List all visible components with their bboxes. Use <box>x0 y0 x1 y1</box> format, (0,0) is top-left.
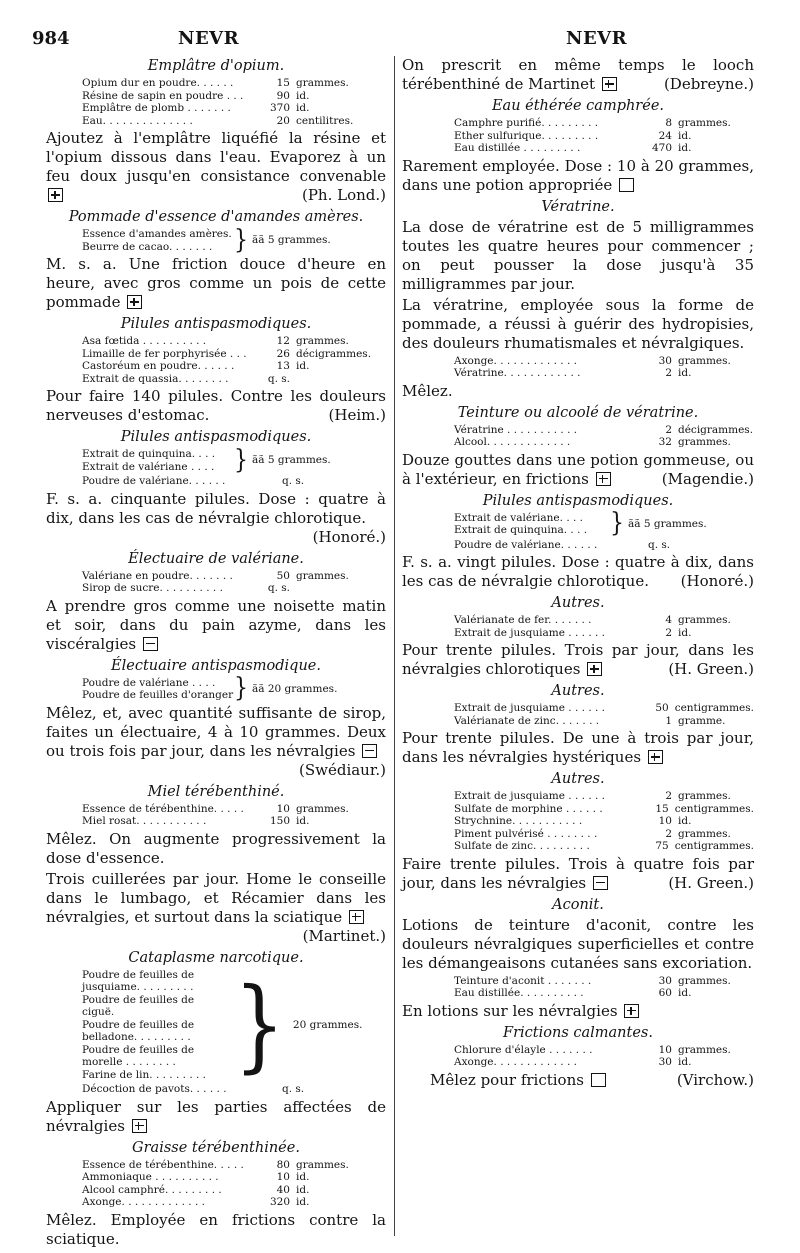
ingredient-name: Beurre de cacao. . . . . . . <box>82 240 213 253</box>
ingredient-name: Extrait de jusquiame . . . . . . <box>454 626 606 639</box>
ingredient-name: Alcool camphré. . . . . . . . . <box>82 1183 222 1196</box>
ingredient-qty: 10 <box>658 1043 672 1056</box>
ingredient-qty: 1 <box>665 714 672 727</box>
ingredient-name: Valérianate de fer. . . . . . . <box>454 614 592 626</box>
ingredient-list <box>402 355 754 380</box>
ingredient-row <box>402 1056 754 1069</box>
ingredient-name: Ether sulfurique. . . . . . . . . <box>454 129 599 142</box>
brace-icon: } <box>610 508 624 539</box>
ingredient-unit: id. <box>678 367 692 379</box>
ingredient-qty: 370 <box>269 102 290 114</box>
ingredient-qty: 80 <box>276 1158 290 1171</box>
ingredient-unit: id. <box>678 142 692 154</box>
plus-box-icon <box>349 910 364 924</box>
recipe-title: Pilules antispasmodiques. <box>482 492 674 509</box>
ingredient-row <box>46 90 386 103</box>
recipe-frictions-calmantes <box>402 1025 754 1090</box>
recipe-graisse-terebenthinee <box>46 1140 386 1249</box>
ingredient-qty: 12 <box>276 335 290 347</box>
ingredient-name: Castoréum en poudre. . . . . . <box>82 360 235 372</box>
plus-box-icon <box>132 1119 147 1133</box>
ingredient-qty: 60 <box>658 987 672 999</box>
ingredient-name: Axonge. . . . . . . . . . . . . <box>82 1196 205 1208</box>
ingredient-name: Ammoniaque . . . . . . . . . . <box>82 1171 219 1183</box>
ingredient-list <box>46 570 386 595</box>
recipe-text: Mêlez pour frictions (Virchow.) <box>430 1070 754 1089</box>
left-column <box>46 54 386 1251</box>
empty-box-icon <box>591 1073 606 1087</box>
ingredient-row <box>46 1196 386 1209</box>
recipe-text: Rarement employée. Dose : 10 à 20 grammes, dans une potion appropriée <box>402 156 754 194</box>
recipe-title: Teinture ou alcoolé de vératrine. <box>457 404 699 421</box>
ingredient-unit: id. <box>296 89 310 102</box>
ingredient-unit: id. <box>678 129 692 142</box>
recipe-text: Lotions de teinture d'aconit, contre les douleurs névralgiques superficielles et contre les démangeaisons cutanées sans excoriation. <box>402 915 754 972</box>
plus-box-icon <box>127 295 142 309</box>
ingredient-list <box>402 614 754 639</box>
ingredient-name: Essence d'amandes amères. <box>82 228 232 240</box>
ingredient-row <box>46 348 386 361</box>
recipe-text: Appliquer sur les parties affectées de névralgies <box>46 1097 386 1135</box>
recipe-text: En lotions sur les névralgies <box>402 1002 754 1021</box>
plus-box-icon <box>48 188 63 202</box>
ingredient-qty: 75 <box>655 840 669 852</box>
ingredient-name: Extrait de quassia. . . . . . . . <box>82 372 229 385</box>
ingredient-name: Sulfate de zinc. . . . . . . . . <box>454 840 590 852</box>
ingredient-unit: centilitres. <box>296 114 354 127</box>
ingredient-row <box>402 840 754 853</box>
recipe-title: Pilules antispasmodiques. <box>120 316 312 332</box>
ingredient-qty: 50 <box>276 569 290 582</box>
right-column <box>402 54 754 1092</box>
ingredient-list <box>402 790 754 853</box>
ingredient-row <box>46 77 386 90</box>
ingredient-qty: 30 <box>658 354 672 367</box>
ingredient-qty: 10 <box>276 802 290 815</box>
ingredient-qty: 150 <box>269 815 290 827</box>
ingredient-name: Essence de térébenthine. . . . . <box>82 802 244 815</box>
ingredient-row <box>402 367 754 380</box>
ingredient-list <box>402 975 754 1000</box>
ingredient-name: Eau distillée . . . . . . . . . <box>454 142 581 154</box>
group-qty: ãã 5 grammes. <box>628 517 707 530</box>
ingredient-qty: 26 <box>276 347 290 360</box>
recipe-author: (Virchow.) <box>676 1070 754 1089</box>
recipe-electuaire-antispasmodique <box>46 658 386 780</box>
ingredient-name: Vératrine. . . . . . . . . . . . <box>454 367 581 379</box>
ingredient-name: Emplâtre de plomb . . . . . . . <box>82 102 231 114</box>
ingredient-row <box>46 803 386 816</box>
ingredient-group <box>46 673 386 704</box>
ingredient-name: Poudre de valériane. . . . . . <box>82 475 226 487</box>
ingredient-name: Poudre de feuilles de jusquiame. . . . . . . . . <box>82 968 195 993</box>
recipe-text: Trois cuillerées par jour. Home le conseille dans le lumbago, et Récamier dans les névralgies, et surtout dans la sciatique (Martinet.) <box>46 869 386 945</box>
ingredient-unit: id. <box>678 987 692 999</box>
ingredient-row <box>402 1044 754 1057</box>
recipe-cataplasme-narcotique <box>46 950 386 1136</box>
ingredient-name: Vératrine . . . . . . . . . . . <box>454 423 578 436</box>
ingredient-unit: id. <box>296 360 310 372</box>
recipe-title: Graisse térébenthinée. <box>132 1139 300 1156</box>
ingredient-qty: q. s. <box>267 582 290 594</box>
ingredient-qty: q. s. <box>648 538 671 551</box>
ingredient-unit: grammes. <box>296 335 349 347</box>
ingredient-row <box>402 539 754 552</box>
ingredient-name: Extrait de quinquina. . . . <box>82 448 216 460</box>
ingredient-unit: grammes. <box>296 77 349 89</box>
recipe-miel-terebenthine <box>46 784 386 946</box>
ingredient-qty: 30 <box>658 974 672 987</box>
ingredient-row <box>46 815 386 828</box>
ingredient-unit: grammes. <box>678 614 731 626</box>
ingredient-group <box>46 444 386 475</box>
ingredient-row <box>402 702 754 715</box>
ingredient-qty: 90 <box>276 89 290 102</box>
ingredient-unit: centigrammes. <box>674 702 754 714</box>
recipe-text: Faire trente pilules. Trois à quatre fois par jour, dans les névralgies (H. Green.) <box>402 854 754 892</box>
ingredient-unit: décigrammes. <box>296 347 372 360</box>
recipe-pommade-amandes <box>46 209 386 312</box>
ingredient-unit: grammes. <box>678 354 731 367</box>
ingredient-name: Strychnine. . . . . . . . . . . <box>454 815 583 827</box>
ingredient-qty: 470 <box>651 142 672 154</box>
recipe-author: (Honoré.) <box>312 527 386 546</box>
ingredient-name: Poudre de feuilles de morelle . . . . . . . . <box>82 1043 195 1068</box>
ingredient-unit: grammes. <box>678 436 731 448</box>
ingredient-unit: id. <box>678 626 692 639</box>
plus-box-icon <box>648 750 663 764</box>
ingredient-row <box>46 1171 386 1184</box>
ingredient-name: Limaille de fer porphyrisée . . . <box>82 347 247 360</box>
ingredient-list <box>46 335 386 385</box>
recipe-text: La dose de vératrine est de 5 milligrammes toutes les quatre heures pour commencer ; on peut pousser la dose jusqu'à 35 milligrammes par jour. <box>402 217 754 293</box>
ingredient-qty: 10 <box>276 1171 290 1183</box>
ingredient-unit: centigrammes. <box>674 802 754 815</box>
recipe-text: Mêlez. On augmente progressivement la dose d'essence. <box>46 829 386 867</box>
recipe-text: Pour trente pilules. Trois par jour, dans les névralgies chlorotiques (H. Green.) <box>402 641 754 678</box>
group-qty: ãã 5 grammes. <box>252 454 331 467</box>
ingredient-name: Décoction de pavots. . . . . . <box>82 1083 227 1095</box>
ingredient-name: Miel rosat. . . . . . . . . . . <box>82 815 207 827</box>
recipe-autres-3 <box>402 771 754 893</box>
recipe-pilules-antispasmodiques-3 <box>402 493 754 592</box>
brace-icon: } <box>234 966 285 1083</box>
recipe-title: Eau éthérée camphrée. <box>491 98 665 114</box>
ingredient-unit: id. <box>296 1171 310 1183</box>
recipe-text: Mêlez, et, avec quantité suffisante de sirop, faites un électuaire, 4 à 10 grammes. Deux ou trois fois par jour, dans les névralgies (Swédiaur.) <box>46 703 386 779</box>
running-head-right: NEVR <box>566 28 628 49</box>
ingredient-row <box>402 715 754 728</box>
ingredient-row <box>46 582 386 595</box>
ingredient-qty: q. s. <box>267 372 290 385</box>
brace-icon: } <box>234 673 248 704</box>
ingredient-list <box>46 803 386 828</box>
ingredient-qty: 2 <box>665 423 672 436</box>
ingredient-row <box>402 790 754 803</box>
recipe-title: Miel térébenthiné. <box>147 783 285 800</box>
recipe-text: F. s. a. cinquante pilules. Dose : quatre à dix, dans les cas de névralgie chlorotique. (Honoré.) <box>46 489 386 546</box>
ingredient-list <box>46 1159 386 1209</box>
recipe-author: (Ph. Lond.) <box>301 186 386 204</box>
ingredient-qty: 50 <box>655 702 669 714</box>
ingredient-qty: 24 <box>658 129 672 142</box>
recipe-aconit <box>402 897 754 1021</box>
ingredient-unit: id. <box>296 815 310 827</box>
ingredient-row <box>46 115 386 128</box>
ingredient-name: Axonge. . . . . . . . . . . . . <box>454 1056 577 1068</box>
brace-icon: } <box>234 444 248 475</box>
empty-box-icon <box>619 178 634 192</box>
ingredient-row <box>46 475 386 488</box>
ingredient-unit: centigrammes. <box>674 840 754 852</box>
ingredient-name: Eau distillée. . . . . . . . . . <box>454 987 584 999</box>
recipe-title: Électuaire antispasmodique. <box>111 657 321 674</box>
ingredient-name: Extrait de quinquina. . . . <box>454 524 588 536</box>
ingredient-row <box>402 436 754 449</box>
ingredient-qty: 4 <box>665 614 672 626</box>
ingredient-row <box>46 335 386 348</box>
ingredient-row <box>402 424 754 437</box>
ingredient-name: Chlorure d'élayle . . . . . . . <box>454 1043 593 1056</box>
recipe-text: Mêlez. Employée en frictions contre la sciatique. <box>46 1210 386 1248</box>
recipe-pilules-antispasmodiques-1 <box>46 316 386 425</box>
recipe-autres-2 <box>402 683 754 767</box>
recipe-text: Mêlez. <box>402 381 453 400</box>
recipe-title: Pilules antispasmodiques. <box>120 429 312 445</box>
brace-icon: } <box>234 224 248 255</box>
ingredient-row <box>402 828 754 841</box>
ingredient-unit: id. <box>296 102 310 114</box>
ingredient-name: Poudre de feuilles de ciguë. <box>82 993 195 1018</box>
ingredient-qty: 13 <box>276 360 290 372</box>
recipe-text: Pour faire 140 pilules. Contre les douleurs nerveuses d'estomac. (Heim.) <box>46 387 386 424</box>
ingredient-list <box>402 702 754 727</box>
recipe-title: Frictions calmantes. <box>503 1024 653 1041</box>
ingredient-list <box>402 424 754 449</box>
ingredient-row <box>402 987 754 1000</box>
ingredient-row <box>46 1184 386 1197</box>
ingredient-unit: gramme. <box>678 714 726 727</box>
ingredient-unit: grammes. <box>678 827 731 840</box>
ingredient-name: Poudre de feuilles de belladone. . . . . . . . . <box>82 1018 195 1043</box>
ingredient-name: Sulfate de morphine . . . . . . <box>454 802 603 815</box>
recipe-author: (H. Green.) <box>668 660 754 678</box>
plus-box-icon <box>602 77 617 91</box>
ingredient-name: Poudre de valériane. . . . . . <box>454 538 598 551</box>
ingredient-row <box>402 627 754 640</box>
ingredient-row <box>402 815 754 828</box>
ingredient-name: Sirop de sucre. . . . . . . . . . <box>82 582 223 594</box>
ingredient-row <box>46 102 386 115</box>
ingredient-qty: 2 <box>665 367 672 379</box>
ingredient-name: Eau. . . . . . . . . . . . . . <box>82 114 193 127</box>
ingredient-row <box>46 1083 386 1096</box>
recipe-title: Autres. <box>551 771 605 787</box>
recipe-eau-etheree <box>402 98 754 195</box>
minus-box-icon <box>143 637 158 651</box>
ingredient-group <box>46 224 386 255</box>
ingredient-qty: q. s. <box>282 1083 305 1095</box>
ingredient-row <box>46 570 386 583</box>
group-qty: ãã 5 grammes. <box>252 234 331 247</box>
ingredient-unit: id. <box>678 1056 692 1068</box>
ingredient-group <box>402 508 754 539</box>
ingredient-name: Poudre de feuilles d'oranger <box>82 689 234 701</box>
ingredient-qty: 32 <box>658 436 672 448</box>
recipe-autres-1 <box>402 595 754 679</box>
ingredient-name: Alcool. . . . . . . . . . . . . <box>454 436 571 448</box>
ingredient-name: Extrait de valériane . . . . <box>82 460 215 473</box>
ingredient-qty: 2 <box>665 626 672 639</box>
ingredient-unit: grammes. <box>678 790 731 802</box>
recipe-author: (Swédiaur.) <box>299 760 386 779</box>
minus-box-icon <box>593 876 608 890</box>
plus-box-icon <box>587 662 602 676</box>
minus-box-icon <box>362 744 377 758</box>
ingredient-qty: 15 <box>655 802 669 815</box>
ingredient-unit: grammes. <box>678 1043 731 1056</box>
ingredient-list <box>402 117 754 155</box>
ingredient-row <box>402 614 754 627</box>
ingredient-qty: 15 <box>276 77 290 89</box>
ingredient-name: Extrait de jusquiame . . . . . . <box>454 790 606 802</box>
ingredient-qty: q. s. <box>282 475 305 487</box>
recipe-emplatre-opium <box>46 58 386 205</box>
ingredient-qty: 320 <box>269 1196 290 1208</box>
ingredient-qty: 2 <box>665 790 672 802</box>
ingredient-qty: 30 <box>658 1056 672 1068</box>
ingredient-unit: id. <box>678 815 692 827</box>
ingredient-row <box>402 975 754 988</box>
recipe-title: Aconit. <box>552 896 604 913</box>
ingredient-name: Extrait de valériane. . . . <box>454 511 584 524</box>
recipe-text: La vératrine, employée sous la forme de pommade, a réussi à guérir des hydropisies, des douleurs rhumatismales et névralgiques. <box>402 295 754 352</box>
ingredient-qty: 2 <box>665 827 672 840</box>
ingredient-name: Essence de térébenthine. . . . . <box>82 1158 244 1171</box>
ingredient-unit: grammes. <box>296 1158 349 1171</box>
ingredient-row <box>402 142 754 155</box>
page-number: 984 <box>32 28 70 49</box>
intro-text: On prescrit en même temps le looch térébenthiné de Martinet (Debreyne.) <box>402 56 754 93</box>
ingredient-unit: décigrammes. <box>678 423 754 436</box>
page-header <box>0 28 800 54</box>
recipe-teinture-veratrine <box>402 405 754 489</box>
ingredient-unit: id. <box>296 1183 310 1196</box>
ingredient-name: Axonge. . . . . . . . . . . . . <box>454 354 577 367</box>
ingredient-unit: grammes. <box>296 569 349 582</box>
ingredient-qty: 40 <box>276 1183 290 1196</box>
ingredient-row <box>402 117 754 130</box>
recipe-title: Autres. <box>551 595 605 611</box>
ingredient-qty: 10 <box>658 815 672 827</box>
ingredient-unit: grammes. <box>296 802 349 815</box>
recipe-author: (H. Green.) <box>668 873 754 892</box>
ingredient-unit: grammes. <box>678 974 731 987</box>
ingredient-list <box>402 1044 754 1069</box>
ingredient-name: Farine de lin. . . . . . . . . <box>82 1068 207 1081</box>
recipe-text: Pour trente pilules. De une à trois par jour, dans les névralgies hystériques <box>402 729 754 766</box>
recipe-text: M. s. a. Une friction douce d'heure en heure, avec gros comme un pois de cette pommade <box>46 255 386 311</box>
ingredient-row <box>46 360 386 373</box>
recipe-author: (Heim.) <box>328 406 386 424</box>
ingredient-list <box>46 77 386 127</box>
ingredient-name: Valériane en poudre. . . . . . . <box>82 569 233 582</box>
ingredient-row <box>46 373 386 386</box>
recipe-author: (Honoré.) <box>680 572 754 590</box>
group-qty: ãã 20 grammes. <box>252 682 338 695</box>
recipe-title: Pommade d'essence d'amandes amères. <box>68 209 364 225</box>
recipe-title: Autres. <box>551 683 605 699</box>
recipe-text: Ajoutez à l'emplâtre liquéfié la résine et l'opium dissous dans l'eau. Evaporez à un feu doux jusqu'en consistance convenable (Ph. Lond.) <box>46 129 386 204</box>
plus-box-icon <box>624 1004 639 1018</box>
ingredient-row <box>46 1159 386 1172</box>
recipe-text: Douze gouttes dans une potion gommeuse, ou à l'extérieur, en frictions (Magendie.) <box>402 450 754 488</box>
ingredient-name: Résine de sapin en poudre . . . <box>82 89 244 102</box>
running-head-left: NEVR <box>178 28 240 49</box>
recipe-author: (Martinet.) <box>302 926 386 945</box>
ingredient-unit: id. <box>296 1196 310 1208</box>
ingredient-row <box>402 803 754 816</box>
ingredient-name: Camphre purifié. . . . . . . . . <box>454 117 599 129</box>
plus-box-icon <box>596 472 611 486</box>
recipe-title: Emplâtre d'opium. <box>147 58 285 74</box>
recipe-title: Électuaire de valériane. <box>128 550 304 567</box>
ingredient-group <box>46 966 386 1083</box>
ingredient-row <box>402 130 754 143</box>
ingredient-name: Poudre de valériane . . . . <box>82 676 216 689</box>
ingredient-name: Valérianate de zinc. . . . . . . <box>454 714 600 727</box>
group-qty: 20 grammes. <box>292 1018 363 1031</box>
recipe-electuaire-valeriane <box>46 551 386 654</box>
recipe-text: F. s. a. vingt pilules. Dose : quatre à dix, dans les cas de névralgie chlorotique. (Honoré.) <box>402 553 754 590</box>
ingredient-qty: 20 <box>276 114 290 127</box>
recipe-pilules-antispasmodiques-2 <box>46 429 386 547</box>
ingredient-name: Asa fœtida . . . . . . . . . . <box>82 335 207 347</box>
ingredient-name: Opium dur en poudre. . . . . . <box>82 77 234 89</box>
recipe-author: (Debreyne.) <box>663 75 754 93</box>
ingredient-unit: grammes. <box>678 117 731 129</box>
ingredient-name: Extrait de jusquiame . . . . . . <box>454 702 606 714</box>
ingredient-qty: 8 <box>665 117 672 129</box>
recipe-author: (Magendie.) <box>661 469 754 488</box>
recipe-title: Vératrine. <box>541 198 615 215</box>
recipe-title: Cataplasme narcotique. <box>128 949 304 966</box>
ingredient-name: Piment pulvérisé . . . . . . . . <box>454 827 598 840</box>
recipe-text: A prendre gros comme une noisette matin et soir, dans du pain azyme, dans les viscéralgies <box>46 596 386 653</box>
ingredient-name: Teinture d'aconit . . . . . . . <box>454 974 592 987</box>
column-divider <box>394 56 395 1236</box>
recipe-veratrine <box>402 199 754 401</box>
ingredient-row <box>402 355 754 368</box>
